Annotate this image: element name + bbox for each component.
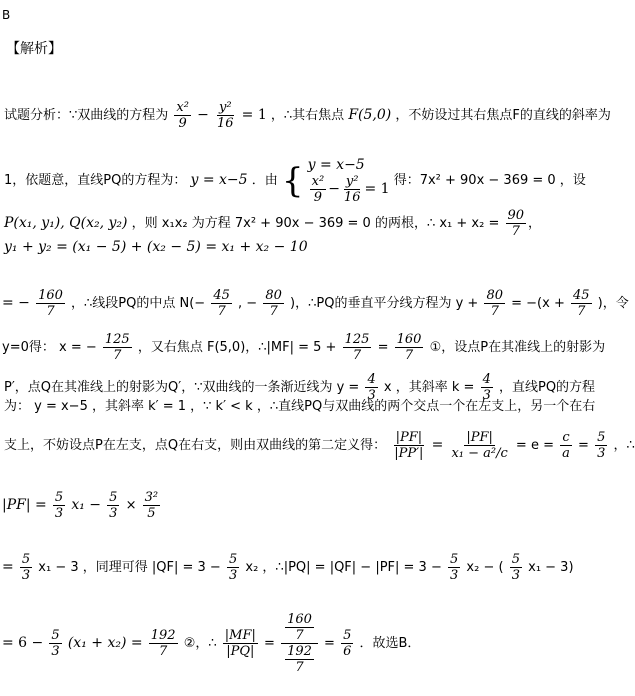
text-span: y² (345, 174, 359, 189)
fraction (343, 332, 372, 363)
fraction (263, 288, 284, 319)
text-span: = −(x + (511, 296, 565, 311)
text-span: c (562, 430, 570, 445)
fraction (392, 430, 425, 461)
text-span: |MF| (224, 628, 256, 643)
text-span: 5 (21, 552, 31, 567)
text-span: x₁ − 3 ，同理可得 |QF| = 3 − (38, 560, 221, 575)
fraction (285, 612, 314, 643)
fraction (484, 288, 505, 319)
fraction (107, 490, 119, 521)
text-span: = e = (515, 438, 554, 453)
text-span: 5 (228, 552, 238, 567)
line-2 (4, 156, 586, 205)
text-span: , − (238, 296, 258, 311)
text-span: − (197, 107, 209, 123)
text-span: x₁ − (71, 497, 102, 513)
fraction (174, 100, 191, 131)
line-10 (2, 490, 162, 521)
text: 试题分析：∵双曲线的方程为 (4, 108, 169, 123)
text-span (281, 644, 318, 675)
text-span: 9 (313, 190, 323, 205)
text-span: F(5,0) (348, 107, 392, 123)
text-span: 4 (482, 372, 491, 387)
analysis-header: 【解析】 (6, 41, 62, 57)
text-span: |PP′| (394, 446, 424, 461)
text-span: |PF| (466, 430, 493, 445)
text-span: ，∴其右焦点 (270, 108, 345, 123)
fraction (310, 174, 327, 205)
text-span: y = x−5 (190, 172, 248, 188)
text-span: ，∴ (613, 438, 635, 453)
text-span: x² (311, 174, 325, 189)
text-span: x ，其斜率 k = (383, 380, 475, 395)
fraction (595, 430, 607, 461)
text-span: = (578, 438, 589, 453)
text-span: 9 (178, 116, 187, 131)
text-span: { (281, 160, 304, 201)
text-span: y = x−5 (307, 157, 365, 173)
text-span (308, 174, 390, 205)
text-span: x² (176, 100, 189, 115)
text-span: (x₁ + x₂) = (67, 635, 143, 651)
text-span: − (328, 181, 340, 197)
text-span: = (324, 636, 335, 651)
text-span: 3² (144, 490, 159, 505)
text-span: 3 (109, 506, 118, 521)
fraction (215, 100, 236, 131)
text-span: 192 (150, 628, 176, 643)
text-span: 3 (511, 568, 520, 583)
text-span: 160 (396, 332, 422, 347)
fraction (49, 628, 61, 659)
text-span: 3 (597, 446, 606, 461)
fraction (560, 430, 572, 461)
text-span: 7 (352, 348, 362, 363)
fraction (510, 552, 522, 583)
text-span: 3 (51, 644, 60, 659)
line-5 (2, 288, 629, 319)
text-span: ，则 x₁x₂ 为方程 7x² + 90x − 369 = 0 的两根，∴ x₁ + x₂ = (131, 216, 500, 231)
text-span: 3 (54, 506, 64, 521)
text-span: )，令 (597, 296, 629, 311)
fraction (223, 628, 258, 659)
text-span: = (377, 340, 389, 355)
text-span: 5 (511, 552, 520, 567)
text-span: 7 (217, 304, 226, 319)
text-span: 5 (343, 628, 352, 643)
line-6 (2, 332, 605, 363)
fraction (143, 490, 160, 521)
text-span: 45 (213, 288, 230, 303)
fraction (227, 552, 239, 583)
text-span: × (125, 498, 137, 513)
fraction (449, 430, 509, 461)
text-span: |PQ| (226, 644, 255, 659)
text-span: = 1 (364, 181, 390, 197)
fraction (395, 332, 424, 363)
fraction (211, 288, 232, 319)
answer-label: B (2, 8, 11, 22)
text-span: ，∴线段PQ的中点 N(− (71, 296, 206, 311)
fraction (149, 628, 178, 659)
text-span: 3 (367, 388, 376, 403)
text-span: 4 (367, 372, 376, 387)
text-span: 5 (51, 628, 60, 643)
text-span: 3 (228, 568, 238, 583)
text-span: 得：7x² + 90x − 369 = 0 ，设 (393, 173, 586, 188)
fraction (342, 174, 363, 205)
text-span: 192 (287, 644, 312, 659)
line-9 (4, 430, 635, 461)
text-span: = (431, 437, 444, 453)
fraction (341, 628, 353, 659)
text-span: 125 (104, 332, 130, 347)
text-span: )，∴PQ的垂直平分线方程为 y + (290, 296, 479, 311)
line-3: P(x₁, y₁), Q(x₂, y₂) ，则 x₁x₂ 为方程 7x² + 90x − 369 = 0 的两根，∴ x₁ + x₂ = $\frac{90}{7}$ ， (4, 208, 542, 239)
text-span: 3 (21, 568, 31, 583)
text-span: 支上，不妨设点P在左支，点Q在右支，则由双曲线的第二定义得： (4, 438, 387, 453)
text-span: 16 (343, 190, 361, 205)
line-4: y₁ + y₂ = (x₁ − 5) + (x₂ − 5) = x₁ + x₂ − 10 (4, 239, 308, 255)
text-span: = (264, 636, 275, 651)
text-span: 5 (147, 506, 156, 521)
text-span (281, 612, 318, 644)
text-span: 7 (404, 348, 414, 363)
text-span: ．故选B． (359, 636, 421, 651)
fraction (506, 208, 527, 239)
text-span: 160 (38, 288, 63, 303)
text-span: = − (2, 295, 30, 311)
text-span: 6 (343, 644, 352, 659)
fraction (281, 612, 318, 675)
fraction (53, 490, 65, 521)
text-span: 7 (490, 304, 499, 319)
fraction (448, 552, 460, 583)
text-span: = (2, 559, 14, 575)
text-span: P′，点Q在其准线上的射影为Q′，∵双曲线的一条渐近线为 y = (4, 380, 360, 395)
text-span: x₂ ，∴|PQ| = |QF| − |PF| = 3 − (245, 560, 442, 575)
text-span: 7 (511, 224, 520, 239)
fraction (36, 288, 65, 319)
fraction (103, 332, 132, 363)
text-span: P(x₁, y₁), Q(x₂, y₂) (4, 215, 128, 231)
text-span: 80 (486, 288, 503, 303)
line-1 (4, 100, 611, 131)
text-span: = 6 − (2, 635, 44, 651)
text-span: |PF| = (2, 497, 47, 513)
text-span: 7 (295, 628, 304, 643)
text-span: 3 (450, 568, 459, 583)
text-span: ，又右焦点 F(5,0)，∴|MF| = 5 + (137, 340, 337, 355)
text-span: y=0得： x = − (2, 340, 97, 355)
line-8: 为： y = x−5 ，其斜率 k′ = 1 ，∵ k′ < k ，∴直线PQ与双曲线的两个交点一个在左支上，另一个在右 (4, 399, 596, 414)
text-span: 80 (265, 288, 282, 303)
text-span: 125 (344, 332, 370, 347)
fraction (20, 552, 32, 583)
text-span: x₁ − a²/c (451, 446, 508, 461)
text-span: y² (218, 100, 232, 115)
text-span: a (562, 446, 570, 461)
text-span: 7 (269, 304, 278, 319)
text-span: 5 (54, 490, 64, 505)
text-span: x₁ − 3) (528, 560, 574, 575)
text-span: 7 (577, 304, 586, 319)
text-span (308, 156, 390, 205)
text-span: 3 (482, 388, 491, 403)
text-span: 5 (109, 490, 118, 505)
text-span: 90 (507, 208, 525, 223)
text-span: ，不妨设过其右焦点F的直线的斜率为 (395, 108, 611, 123)
text-span: 5 (597, 430, 606, 445)
fraction (571, 288, 592, 319)
text-span: 1，依题意，直线PQ的方程为： (4, 173, 187, 188)
fraction (285, 644, 314, 675)
text-span: ．由 (251, 173, 278, 188)
text-span: 7 (46, 304, 55, 319)
text-span: 45 (572, 288, 590, 303)
line-12 (2, 612, 420, 675)
text-span: 7 (295, 660, 304, 675)
text-span: x₂ − ( (466, 560, 504, 575)
text-span: ①，设点P在其准线上的射影为 (429, 340, 606, 355)
text-span: 16 (216, 116, 234, 131)
text-span: 7 (159, 644, 168, 659)
text-span: |PF| (395, 430, 423, 445)
line-11 (2, 552, 574, 583)
text-span: 5 (450, 552, 459, 567)
text-span: ②，∴ (183, 636, 217, 651)
text-span: 160 (287, 612, 312, 627)
text-span: ，直线PQ的方程 (498, 380, 596, 395)
text-span: = 1 (241, 107, 267, 123)
text-span: 7 (113, 348, 122, 363)
